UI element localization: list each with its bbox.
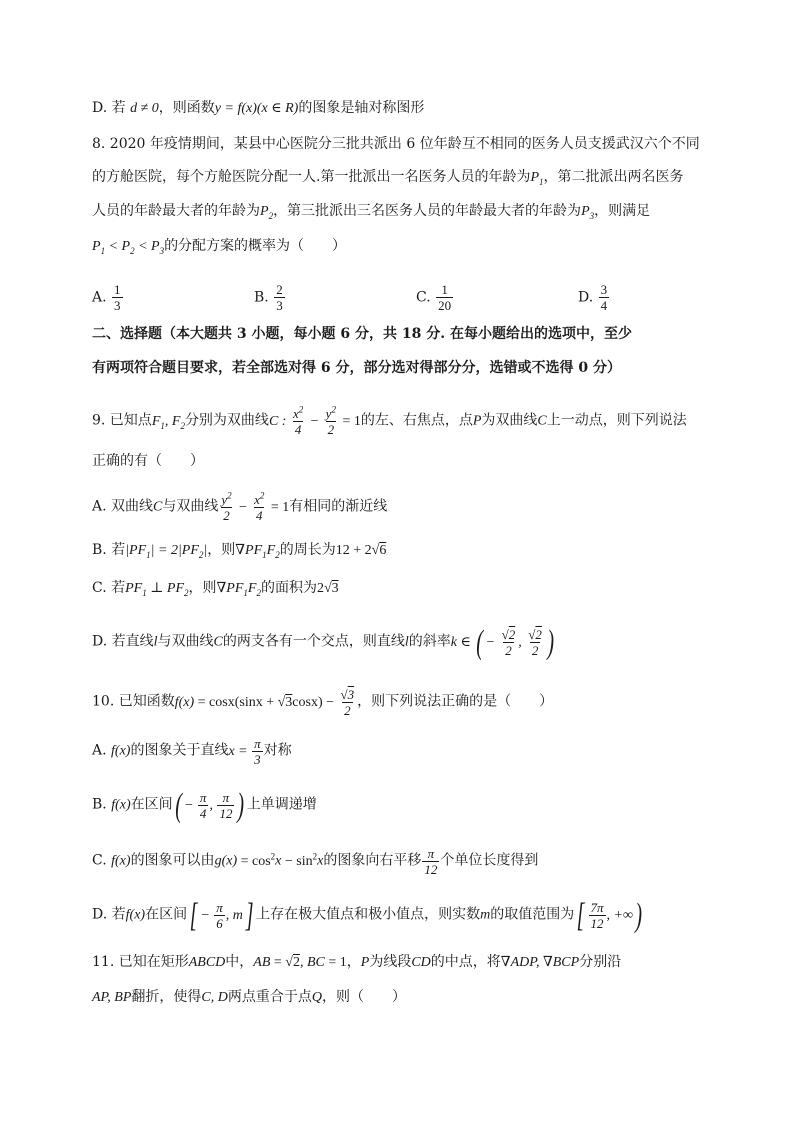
q7d-label: D. 若 bbox=[92, 100, 126, 116]
q10-option-d bbox=[92, 896, 644, 934]
q10-function: f(x) = cosx(sinx + √3cosx) − $\frac{√3}{2}$ bbox=[174, 687, 355, 718]
q8-options bbox=[92, 282, 712, 318]
q10-d1: D. 若 bbox=[92, 906, 126, 923]
q9-d1: D. 若直线 bbox=[92, 633, 154, 650]
q10-d-interval: [ − $\frac{\pi}{6}$ , m] bbox=[189, 896, 254, 934]
q9-d-l2: l bbox=[404, 634, 409, 650]
q11-p: P bbox=[360, 955, 370, 970]
q9-stem-line2: 正确的有（ ） bbox=[92, 453, 204, 469]
q9-a-hyperbola: $\frac{y^2}{2}$ − $\frac{x^2}{4}$ = 1 bbox=[221, 490, 290, 523]
q11-stem3: ， bbox=[346, 954, 361, 970]
q9-stem3: 的左、右焦点，点 bbox=[360, 412, 473, 429]
q8-option-b-den: 3 bbox=[276, 298, 283, 313]
q7d-text1: ，则函数 bbox=[158, 100, 215, 116]
q11-stem4: 为线段 bbox=[369, 954, 412, 970]
q8-option-a-den: 3 bbox=[114, 298, 121, 313]
q8-line2 bbox=[92, 167, 684, 188]
q10-a3: 对称 bbox=[263, 742, 292, 759]
q8-option-a-num: 1 bbox=[114, 282, 121, 297]
q7d-function: y = f(x)(x ∈ R) bbox=[214, 101, 299, 116]
q11-stem7: 翻折，使得 bbox=[131, 989, 202, 1005]
q11-stem bbox=[92, 952, 621, 973]
q9-point-p: P bbox=[472, 413, 482, 429]
q9-c-triangle: $\nabla PF_1F_2$ bbox=[216, 581, 261, 598]
q8-option-a-frac bbox=[112, 282, 123, 313]
q10-a-line: x = $\frac{\pi}{3}$ bbox=[228, 736, 261, 767]
q10-c3: 的图象向右平移 bbox=[323, 852, 422, 869]
q9-b-triangle: $\nabla PF_1F_2$ bbox=[235, 543, 280, 560]
q10-d-m: m bbox=[480, 907, 491, 923]
q10-d2: 在区间 bbox=[145, 906, 188, 923]
q7d-text2: 的图象是轴对称图形 bbox=[298, 100, 425, 116]
q9-b3: 的周长为 bbox=[279, 542, 336, 558]
q7d-condition: d ≠ 0 bbox=[130, 101, 159, 116]
q10-c-shift: $\frac{\pi}{12}$ bbox=[424, 846, 438, 877]
q9-b2: ，则 bbox=[207, 542, 236, 558]
q11-stem6: 分别沿 bbox=[579, 954, 622, 970]
q9-foci: $F_1$, $F_2$ bbox=[151, 413, 185, 431]
q8-line2b-text: ，第二批派出两名医务 bbox=[543, 169, 684, 185]
q10-c-g: $g(x) = \cos^2x - \sin^2x$ bbox=[214, 851, 324, 869]
q9-stem bbox=[92, 406, 687, 437]
q9-stem2: 分别为双曲线 bbox=[184, 412, 269, 429]
q9-c1: C bbox=[537, 413, 547, 429]
q11-lengths: AB = √2, BC = 1 bbox=[253, 955, 347, 970]
q8-option-a-label: A. bbox=[92, 289, 107, 306]
q9-d-range: k ∈ ( − $\frac{√2}{2}$ , $\frac{√2}{2}$ ) bbox=[450, 623, 554, 661]
q9-option-d bbox=[92, 623, 556, 661]
q9-d2: 与双曲线 bbox=[157, 633, 214, 650]
q8-option-d-label: D. bbox=[578, 289, 594, 306]
q10-c-f: f(x) bbox=[111, 853, 131, 869]
q10-d-range: [ $\frac{7\pi}{12}$ , +∞) bbox=[576, 896, 643, 934]
q11-stem8: 两点重合于点 bbox=[227, 989, 312, 1005]
q11-q: Q bbox=[311, 990, 322, 1005]
q10-stem2: ，则下列说法正确的是（ ） bbox=[357, 693, 554, 710]
q11-stem1: 11. 已知在矩形 bbox=[92, 954, 189, 970]
q9-d4: 的斜率 bbox=[408, 633, 451, 650]
q9-option-c bbox=[92, 578, 339, 599]
q8-option-c bbox=[416, 282, 454, 313]
q9-c-value: 2√3 bbox=[316, 581, 339, 596]
q8-option-a bbox=[92, 282, 124, 313]
q10-b2: 在区间 bbox=[130, 796, 173, 813]
q8-p2: $P_2$ bbox=[260, 204, 274, 221]
q9-b1: B. 若 bbox=[92, 542, 126, 558]
q8-p3: $P_3$ bbox=[581, 204, 595, 221]
q10-d4: 的取值范围为 bbox=[490, 906, 575, 923]
q10-option-b bbox=[92, 786, 317, 824]
q8-line3 bbox=[92, 201, 650, 222]
q9-d-l: l bbox=[153, 634, 158, 650]
q9-b-cond: $|PF_1| = 2|PF_2|$ bbox=[125, 543, 208, 560]
q8-line1: 8. 2020 年疫情期间，某县中心医院分三批共派出 6 位年龄互不相同的医务人员支援武汉六个不同 bbox=[92, 136, 700, 152]
q9-option-a bbox=[92, 492, 387, 523]
q8-option-d-frac bbox=[599, 282, 610, 313]
q8-line4 bbox=[92, 236, 346, 257]
q8-option-b bbox=[254, 282, 286, 313]
q8-line2-text: 的方舱医院，每个方舱医院分配一人.第一批派出一名医务人员的年龄为 bbox=[92, 169, 531, 185]
q9-c1-text: C. 若 bbox=[92, 580, 126, 596]
q10-d3: 上存在极大值点和极小值点，则实数 bbox=[256, 906, 481, 923]
q8-line3c-text: ，则满足 bbox=[594, 203, 651, 219]
q8-option-d-den: 4 bbox=[600, 298, 608, 313]
q11-ap-bp: AP, BP bbox=[92, 990, 132, 1005]
q10-stem1: 10. 已知函数 bbox=[92, 693, 175, 710]
q8-line3b-text: ，第三批派出三名医务人员的年龄最大者的年龄为 bbox=[273, 203, 582, 219]
q9-a3: 有相同的渐近线 bbox=[289, 498, 388, 515]
q8-option-d-num: 3 bbox=[600, 282, 608, 297]
q9-d3: 的两支各有一个交点，则直线 bbox=[222, 633, 405, 650]
q11-cd-points: C, D bbox=[201, 990, 228, 1005]
q10-b-f: f(x) bbox=[111, 797, 131, 813]
q11-abcd: ABCD bbox=[188, 955, 226, 970]
q7-option-d bbox=[92, 98, 424, 119]
q9-stem4: 为双曲线 bbox=[481, 412, 538, 429]
q10-d-f: f(x) bbox=[125, 907, 146, 923]
q11-stem2: 中， bbox=[225, 954, 254, 970]
section2-heading-line1: 二、选择题（本大题共 3 小题，每小题 6 分，共 18 分. 在每小题给出的选项中，至少 bbox=[92, 326, 632, 342]
q8-line4-text: 的分配方案的概率为（ ） bbox=[164, 238, 347, 254]
q10-c4: 个单位长度得到 bbox=[440, 852, 539, 869]
q8-option-c-den: 20 bbox=[438, 298, 452, 313]
q10-b3: 上单调递增 bbox=[246, 796, 317, 813]
q8-p1: $P_1$ bbox=[530, 170, 544, 187]
q11-cd: CD bbox=[411, 955, 431, 970]
q10-option-c bbox=[92, 846, 538, 877]
q8-option-b-frac bbox=[274, 282, 285, 313]
q10-a2: 的图象关于直线 bbox=[130, 742, 229, 759]
q11-triangles: ∇ADP, ∇BCP bbox=[500, 955, 580, 970]
q10-stem bbox=[92, 687, 553, 718]
q8-option-c-num: 1 bbox=[441, 282, 448, 297]
q9-b-value: 12 + 2√6 bbox=[335, 543, 387, 558]
q9-a-c: C bbox=[153, 499, 163, 515]
q8-inequality: $P_1 < P_2 < P_3$ bbox=[92, 239, 165, 256]
q9-c-cond: $PF_1$ ⊥ $PF_2$ bbox=[125, 581, 189, 598]
section2-heading-line2: 有两项符合题目要求，若全部选对得 6 分，部分选对得部分分，选错或不选得 0 分） bbox=[92, 360, 621, 376]
q11-stem9: ，则（ ） bbox=[321, 989, 406, 1005]
q9-option-b bbox=[92, 540, 386, 561]
q8-option-c-label: C. bbox=[416, 289, 431, 306]
q9-c3: 的面积为 bbox=[260, 580, 317, 596]
q9-hyperbola-c: C : $\frac{x^2}{4}$ − $\frac{y^2}{2}$ = 1 bbox=[268, 404, 361, 437]
q10-option-a bbox=[92, 736, 292, 767]
q10-c2: 的图象可以由 bbox=[130, 852, 215, 869]
q10-a-f: f(x) bbox=[111, 743, 131, 759]
q9-d-c: C bbox=[213, 634, 223, 650]
q10-a1: A. bbox=[92, 742, 107, 759]
q8-option-d bbox=[578, 282, 610, 313]
q11-stem5: 的中点，将 bbox=[430, 954, 501, 970]
q8-line3-text: 人员的年龄最大者的年龄为 bbox=[92, 203, 260, 219]
q8-option-c-frac bbox=[436, 282, 453, 313]
q8-option-b-num: 2 bbox=[276, 282, 283, 297]
q9-c2: ，则 bbox=[188, 580, 217, 596]
q9-a1: A. 双曲线 bbox=[92, 498, 154, 515]
q9-a2: 与双曲线 bbox=[162, 498, 219, 515]
q10-b-interval: ( − $\frac{\pi}{4}$ , $\frac{\pi}{12}$ ) bbox=[174, 786, 245, 824]
q10-c1: C. bbox=[92, 852, 107, 869]
q9-stem1: 9. 已知点 bbox=[92, 412, 152, 429]
q11-stem-line2 bbox=[92, 987, 406, 1008]
q10-b1: B. bbox=[92, 796, 107, 813]
q9-stem5: 上一动点，则下列说法 bbox=[546, 412, 687, 429]
q8-option-b-label: B. bbox=[254, 289, 269, 306]
